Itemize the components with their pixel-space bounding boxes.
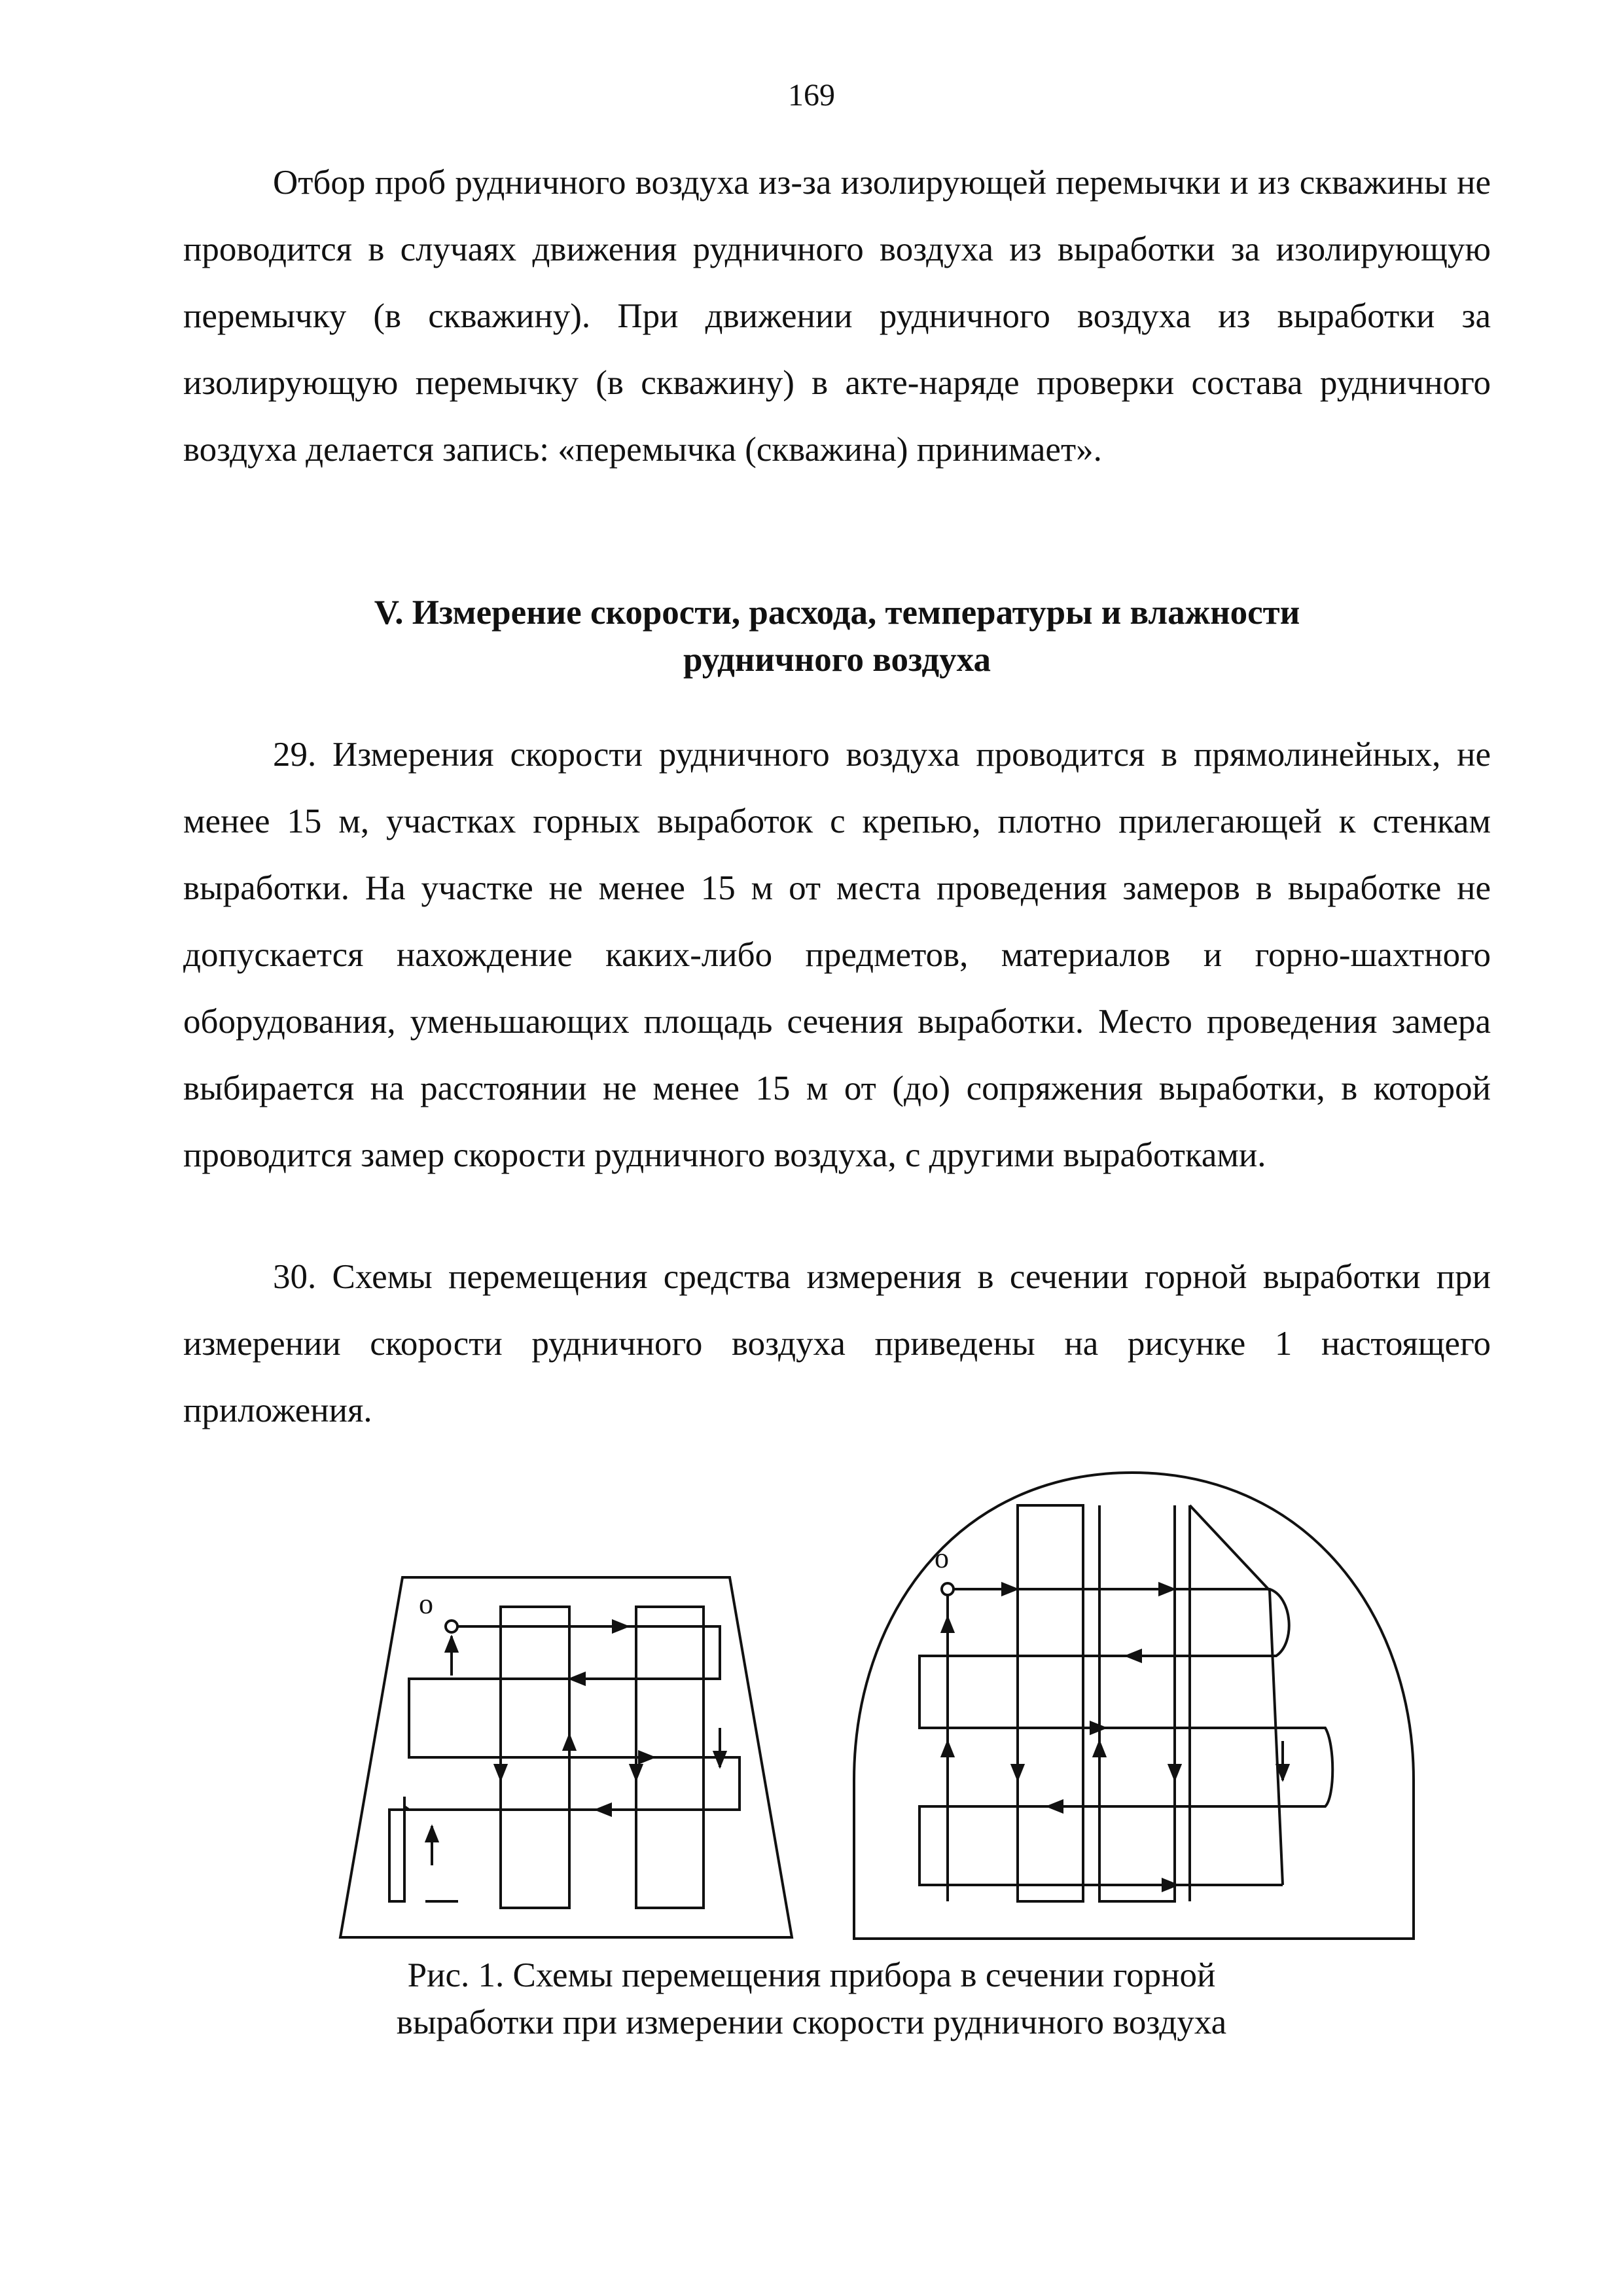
left-origin-point (446, 1621, 457, 1632)
arch-column-1 (1018, 1505, 1083, 1901)
arch-column-3 (1190, 1505, 1283, 1901)
section-heading-line-2: рудничного воздуха (683, 641, 991, 679)
right-origin-point (942, 1583, 954, 1595)
arch-column-2 (1099, 1505, 1175, 1901)
caption-line-2: выработки при измерении скорости рудничного воздуха (396, 2003, 1227, 2041)
trapezoid-traverse-path (389, 1626, 740, 1901)
figure-caption (0, 1952, 1623, 2046)
trapezoid-section-scheme (340, 1577, 792, 1937)
section-heading-line-1: V. Измерение скорости, расхода, температуры и влажности (374, 594, 1300, 632)
paragraph-29: 29. Измерения скорости рудничного воздуха проводится в прямолинейных, не менее 15 м, участках горных выработок с крепью, плотно прилегающей к стенкам выработки. На участке не менее 15 м от места проведения замеров в выработке не допускается нахождение каких-либо предметов, материалов и горно-шахтного оборудования, уменьшающих площадь сечения выработки. Место проведения замера выбирается на расстоянии не менее 15 м от (до) сопряжения выработки, в которой проводится замер скорости рудничного воздуха, с другими выработками. (183, 736, 1491, 1174)
caption-line-1: Рис. 1. Схемы перемещения прибора в сечении горной (407, 1956, 1216, 1994)
paragraph-30: 30. Схемы перемещения средства измерения в сечении горной выработки при измерении скорости рудничного воздуха приведены на рисунке 1 настоящего приложения. (183, 1258, 1491, 1429)
right-origin-label: o (935, 1542, 949, 1574)
page-number: 169 (788, 78, 835, 113)
intro-paragraph: Отбор проб рудничного воздуха из-за изолирующей перемычки и из скважины не проводится в случаях движения рудничного воздуха из выработки за изолирующую перемычку (в скважину). При движении рудничного воздуха из выработки за изолирующую перемычку (в скважину) в акте-наряде проверки состава рудничного воздуха делается запись: «перемычка (скважина) принимает». (183, 164, 1491, 469)
left-origin-label: o (419, 1588, 433, 1620)
